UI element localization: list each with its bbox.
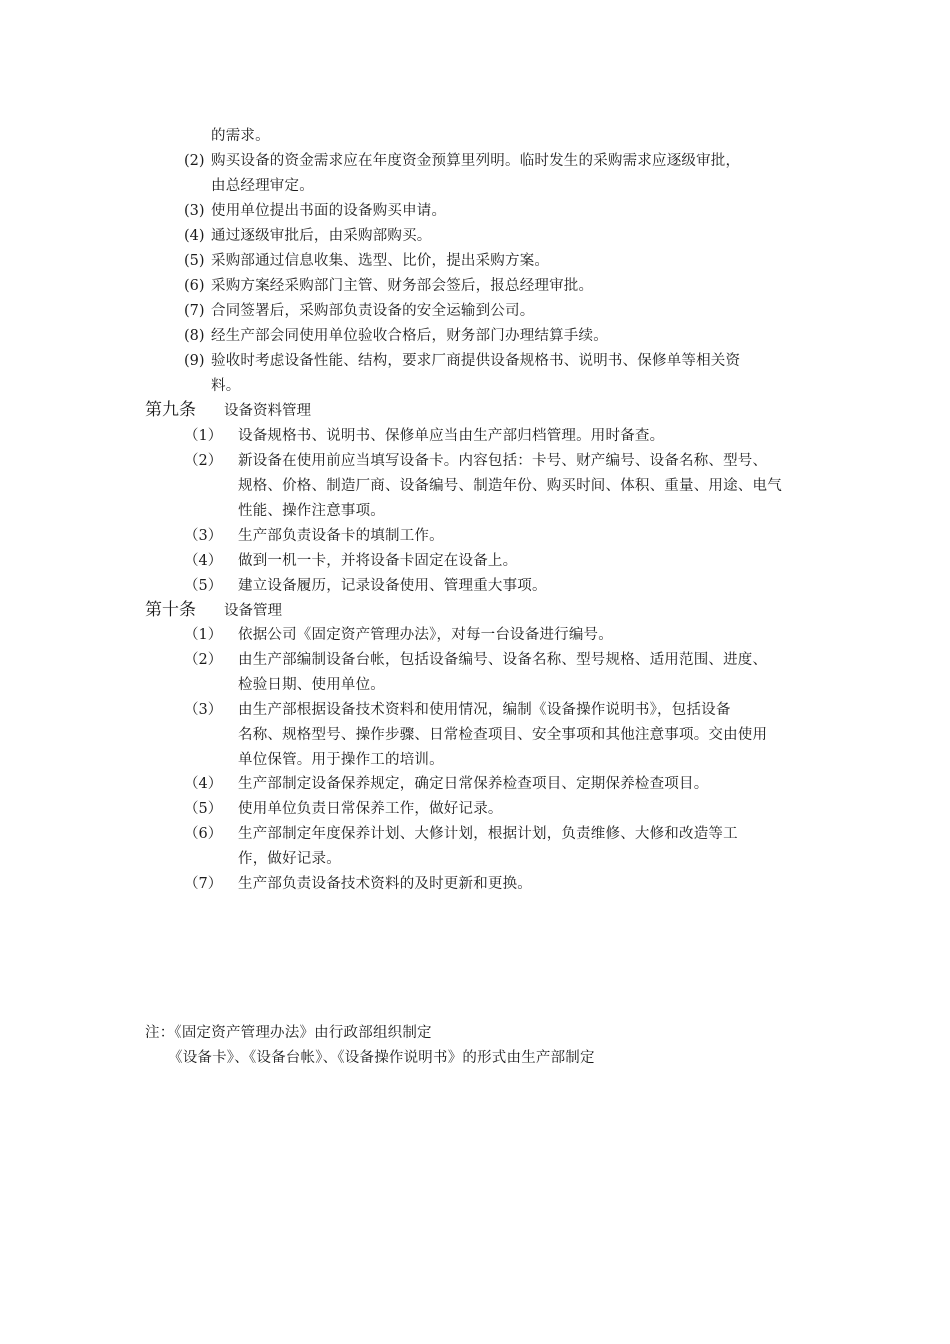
item-number: （6） xyxy=(184,826,223,842)
continuation-text: 的需求。 xyxy=(211,128,270,144)
item-number: (9) xyxy=(184,353,205,369)
article-label: 第十条 xyxy=(145,600,196,620)
item-number: （4） xyxy=(184,553,223,569)
item-text: 料。 xyxy=(211,378,241,394)
item-text: 采购部通过信息收集、选型、比价，提出采购方案。 xyxy=(211,253,550,269)
item-text: 检验日期、使用单位。 xyxy=(238,677,385,693)
item-text: 生产部制定年度保养计划、大修计划，根据计划，负责维修、大修和改造等工 xyxy=(238,826,738,842)
item-number: （1） xyxy=(184,627,223,643)
item-number: (5) xyxy=(184,253,205,269)
item-number: （3） xyxy=(184,528,223,544)
item-number: （2） xyxy=(184,652,223,668)
item-number: （7） xyxy=(184,876,223,892)
item-text: 合同签署后，采购部负责设备的安全运输到公司。 xyxy=(211,303,535,319)
item-number: (6) xyxy=(184,278,205,294)
item-text: 通过逐级审批后，由采购部购买。 xyxy=(211,228,432,244)
item-number: （4） xyxy=(184,776,223,792)
item-text: 购买设备的资金需求应在年度资金预算里列明。临时发生的采购需求应逐级审批， xyxy=(211,153,741,169)
item-text: 由生产部编制设备台帐，包括设备编号、设备名称、型号规格、适用范围、进度、 xyxy=(238,652,768,668)
item-text: 依据公司《固定资产管理办法》，对每一台设备进行编号。 xyxy=(238,627,613,643)
item-number: (8) xyxy=(184,328,205,344)
item-text: 采购方案经采购部门主管、财务部会签后，报总经理审批。 xyxy=(211,278,594,294)
item-text: 单位保管。用于操作工的培训。 xyxy=(238,752,444,768)
item-number: (4) xyxy=(184,228,205,244)
item-number: (7) xyxy=(184,303,205,319)
item-text: 由总经理审定。 xyxy=(211,178,314,194)
item-number: （3） xyxy=(184,702,223,718)
item-text: 验收时考虑设备性能、结构，要求厂商提供设备规格书、说明书、保修单等相关资 xyxy=(211,353,741,369)
article-heading xyxy=(145,598,282,623)
item-number: （5） xyxy=(184,578,223,594)
item-number: (2) xyxy=(184,153,205,169)
item-text: 使用单位负责日常保养工作，做好记录。 xyxy=(238,801,503,817)
item-number: (3) xyxy=(184,203,205,219)
article-heading xyxy=(145,398,311,423)
item-text: 做到一机一卡，并将设备卡固定在设备上。 xyxy=(238,553,518,569)
item-text: 作，做好记录。 xyxy=(238,851,341,867)
item-number: （2） xyxy=(184,453,223,469)
item-text: 设备规格书、说明书、保修单应当由生产部归档管理。用时备查。 xyxy=(238,428,665,444)
item-text: 由生产部根据设备技术资料和使用情况，编制《设备操作说明书》，包括设备 xyxy=(238,702,731,718)
item-text: 名称、规格型号、操作步骤、日常检查项目、安全事项和其他注意事项。交由使用 xyxy=(238,727,768,743)
article-title: 设备管理 xyxy=(224,603,282,619)
item-text: 新设备在使用前应当填写设备卡。内容包括：卡号、财产编号、设备名称、型号、 xyxy=(238,453,768,469)
note-line: 《设备卡》、《设备台帐》、《设备操作说明书》的形式由生产部制定 xyxy=(168,1050,595,1066)
item-text: 生产部负责设备卡的填制工作。 xyxy=(238,528,444,544)
article-label: 第九条 xyxy=(145,400,196,420)
item-text: 生产部负责设备技术资料的及时更新和更换。 xyxy=(238,876,532,892)
item-text: 性能、操作注意事项。 xyxy=(238,503,385,519)
item-text: 建立设备履历，记录设备使用、管理重大事项。 xyxy=(238,578,547,594)
item-number: （5） xyxy=(184,801,223,817)
item-number: （1） xyxy=(184,428,223,444)
item-text: 生产部制定设备保养规定，确定日常保养检查项目、定期保养检查项目。 xyxy=(238,776,709,792)
item-text: 经生产部会同使用单位验收合格后，财务部门办理结算手续。 xyxy=(211,328,608,344)
note-line: 注：《固定资产管理办法》由行政部组织制定 xyxy=(145,1025,432,1041)
article-title: 设备资料管理 xyxy=(224,403,311,419)
item-text: 使用单位提出书面的设备购买申请。 xyxy=(211,203,447,219)
item-text: 规格、价格、制造厂商、设备编号、制造年份、购买时间、体积、重量、用途、电气 xyxy=(238,478,782,494)
